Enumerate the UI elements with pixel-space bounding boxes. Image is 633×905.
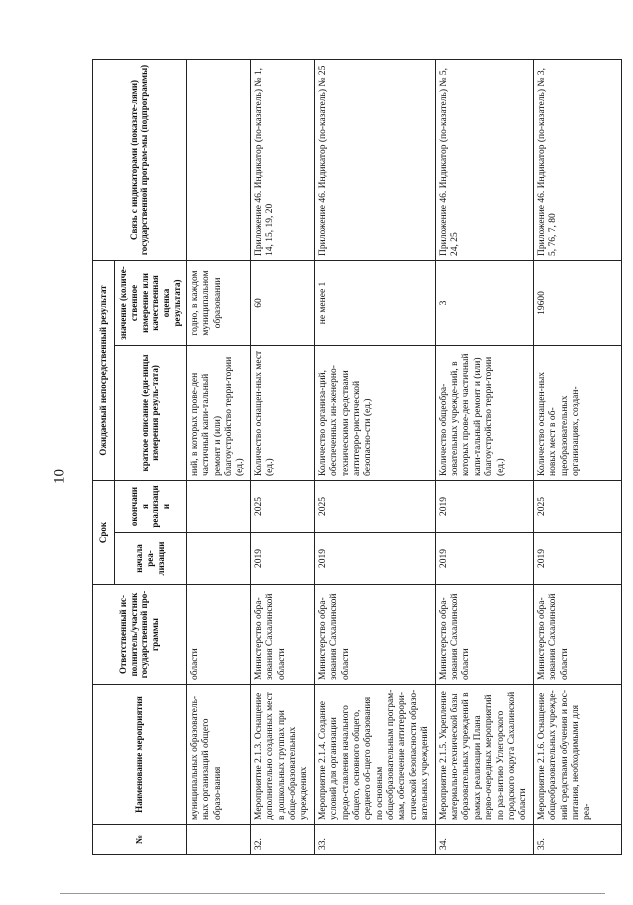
row-end [186, 480, 250, 532]
row-link: Приложение 46. Индикатор (по-казатель) № 1, 14, 15, 19, 20 [250, 59, 314, 260]
page-number: 10 [51, 469, 68, 484]
row-start: 2019 [435, 533, 533, 585]
row-value: 19600 [533, 260, 621, 345]
row-name: муниципальных образователь-ных организаций общего образо-вания [186, 685, 250, 825]
row-start: 2019 [314, 533, 435, 585]
measures-table [92, 59, 622, 855]
row-name: Мероприятие 2.1.6. Оснащение общеобразовательных учрежде-ний средствами обучения и вос-питания, необходимыми для реа- [533, 685, 621, 825]
row-link: Приложение 46. Индикатор (по-казатель) № 5, 24, 25 [435, 59, 533, 260]
row-value: не менее 1 [314, 260, 435, 345]
row-link [186, 59, 250, 260]
row-responsible: области [186, 585, 250, 685]
row-link: Приложение 46. Индикатор (по-казатель) № 3, 5, 76, 7, 80 [533, 59, 621, 260]
row-name: Мероприятие 2.1.3. Оснащение дополнительно созданных мест в дошкольных группах при обще-образовательных учреждениях [250, 685, 314, 825]
row-value: 3 [435, 260, 533, 345]
row-short-desc: Количество организа-ций, обеспеченных ин-женерно-техническими средствами антитерро-ристической безопасно-сти (ед.) [314, 345, 435, 480]
row-responsible: Министерство обра-зования Сахалинской области [250, 585, 314, 685]
table-row [533, 59, 621, 854]
row-name: Мероприятие 2.1.4. Создание условий для организации предо-ставления начального общего, основного общего, среднего об-щего образования по основным общеобразовательным програм-мам, обеспечение антитеррори-стической безопасности образо-вательных учреждений [314, 685, 435, 825]
row-value: годно, в каждом муниципальном образовании [186, 260, 250, 345]
row-responsible: Министерство обра-зования Сахалинской области [435, 585, 533, 685]
row-short-desc: Количество оснащен-ных мест (ед.) [250, 345, 314, 480]
row-short-desc: Количество оснащен-ных новых мест в об-щеобразовательных организациях, создан- [533, 345, 621, 480]
row-num: 35. [533, 825, 621, 855]
row-start: 2019 [533, 533, 621, 585]
table-row [314, 59, 435, 854]
row-link: Приложение 46. Индикатор (по-казатель) № 25 [314, 59, 435, 260]
table-row [250, 59, 314, 854]
header-responsible: Ответственный ис-полнитель/участник государственной про-граммы [93, 585, 187, 685]
row-short-desc: ний, в которых прове-ден частичный капи-тальный ремонт и (или) благоустройство терри-тории (ед.) [186, 345, 250, 480]
row-start [186, 533, 250, 585]
row-num: 34. [435, 825, 533, 855]
header-start: начала реа-лизации [115, 533, 187, 585]
table-row [435, 59, 533, 854]
header-end: окончания реализации [115, 480, 187, 532]
header-result: Ожидаемый непосредственный результат [93, 260, 115, 480]
row-num [186, 825, 250, 855]
row-end: 2025 [250, 480, 314, 532]
header-link: Связь с индикаторами (показате-лями) государственной програм-мы (подпрограммы) [93, 59, 187, 260]
scan-bottom-edge [60, 893, 605, 894]
row-end: 2019 [435, 480, 533, 532]
header-name: Наименование мероприятия [93, 685, 187, 825]
table-row [186, 59, 250, 854]
header-term: Срок [93, 480, 115, 584]
row-responsible: Министерство обра-зования Сахалинской области [314, 585, 435, 685]
row-end: 2025 [533, 480, 621, 532]
row-responsible: Министерство обра-зования Сахалинской области [533, 585, 621, 685]
row-start: 2019 [250, 533, 314, 585]
row-value: 60 [250, 260, 314, 345]
row-num: 33. [314, 825, 435, 855]
row-short-desc: Количество общеобра-зовательных учрежде-ний, в которых прове-ден частичный капи-тальный ремонт и (или) благоустройство терри-тории (ед.) [435, 345, 533, 480]
header-num: № [93, 825, 187, 855]
rotated-table-container [92, 60, 593, 855]
row-end: 2025 [314, 480, 435, 532]
header-value: значение (количе-ственное измерение или качественная оценка результата) [115, 260, 187, 345]
header-short-desc: краткое описание (еди-ницы измерения резуль-тата) [115, 345, 187, 480]
row-name: Мероприятие 2.1.5. Укрепление материально-технической базы образовательных учреждений в рамках реализации Плана перво-очередных мероприятий по раз-витию Углегорского городского округа Сахалинской области [435, 685, 533, 825]
row-num: 32. [250, 825, 314, 855]
